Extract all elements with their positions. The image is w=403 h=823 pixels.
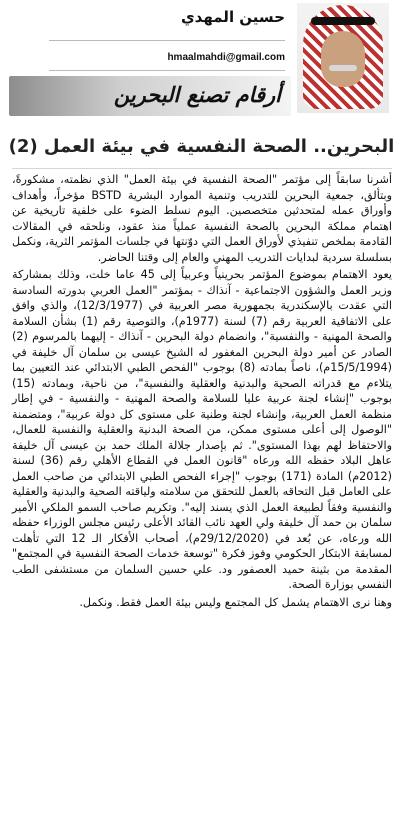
column-logo [9,76,291,116]
author-name: حسين المهدي [180,8,285,26]
agal-shape [311,17,375,25]
face-shape [321,31,365,87]
column-name: أرقام تصنع البحرين [113,82,281,107]
column-header [0,0,403,122]
article-paragraph: يعود الاهتمام بموضوع المؤتمر بحرينياً وعربياً إلى 45 عاما خلت، وذلك بمشاركة وزير العمل والشؤون الاجتماعية - آنذاك - بمؤتمر "العمل العربي بدورته السادسة التي عقدت بالإسكندرية بجمهورية مصر العربية في (12/3/1977)، والذي وافق على الاتفاقية العربية رقم (7) لسنة (1977م)، والتوصية رقم (1) بشأن السلامة والصحة المهنية - والنفسية"، وانضمام دولة البحرين - آنذاك - إليهما بالمرسوم (2) الصادر عن أمير دولة البحرين المغفور له الشيخ عيسى بن سلمان آل خليفة في (15/5/1994م)، ناصاً بمادته (8) بوجوب "الفحص الطبي الابتدائي عند التعيين بما يتلاءم مع قدراته الصحية والبدنية والعقلية والنفسية"، من ناحية، وبمادته (15) بوجوب "إنشاء لجنة عربية عليا للسلامة والصحة المهنية - والنفسية - في إطار منظمة العمل العربية، وإنشاء لجنة وطنية على مستوى كل دولة عربية"، ومتضمنة "الوصول إلى أعلى مستوى ممكن، من الصحة البدنية والعقلية والنفسية للعمال، والاحتفاظ لهم بهذا المستوى". ثم بإصدار جلالة الملك حمد بن عيسى آل خليفة عاهل البلاد حفظه الله ورعاه "قانون العمل في القطاع الأهلي رقم (36) لسنة (2012م) المادة (171) بوجوب "إجراء الفحص الطبي الابتدائي من صاحب العمل على العامل قبل التحاقه بالعمل للتحقق من سلامته ولياقته الصحية والبدنية والعقلية والنفسية وفقاً لطبيعة العمل الذي يسند إليه". وتكريم صاحب السمو الملكي الأمير سلمان بن حمد آل خليفة ولي العهد نائب القائد الأعلى رئيس مجلس الوزراء حفظه الله ورعاه، عن بُعد في (29/12/2020م)، أصحاب الأفكار الـ 12 التي تأهلت لمسابقة الابتكار الحكومي وفوز فكرة "توسعة خدمات الصحة النفسية في المجتمع" المقدمة من بثينة حميد العصفور ود. علي حسين السلمان من مستشفى الطب النفسي بوزارة الصحة. [12,268,392,591]
author-photo [297,3,389,113]
title-divider [12,168,392,169]
author-divider [49,40,285,41]
article-body [12,172,392,610]
article-paragraph: أشرنا سابقاً إلى مؤتمر "الصحة النفسية في بيئة العمل" الذي نظمته، مشكورةً، وبتألق، جمعية البحرين للتدريب وتنمية الموارد البشرية BSTD مؤخراً، وأهداف وأوراق عمله لمتحدثين متخصصين. اليوم نسلط الضوء على خلفية تاريخية عن اهتمام مملكة البحرين بالصحة النفسية عملياً منذ عقود، ونلحقه في المقالات القادمة بملخص تنفيذي لأوراق العمل التي دوّنتها في جلسات المؤتمر الثرية، ونكمل بسلسلة سردية لبدايات التدريب المهني والعام إلى وقتنا الحاضر. [12,173,392,264]
author-divider-bottom [49,70,285,71]
article-title: البحرين.. الصحة النفسية في بيئة العمل (2) [8,136,395,157]
author-email[interactable]: hmaalmahdi@gmail.com [167,52,285,63]
mustache-shape [329,65,357,71]
article-paragraph: وهنا نرى الاهتمام يشمل كل المجتمع وليس بيئة العمل فقط. ونكمل. [79,595,392,609]
